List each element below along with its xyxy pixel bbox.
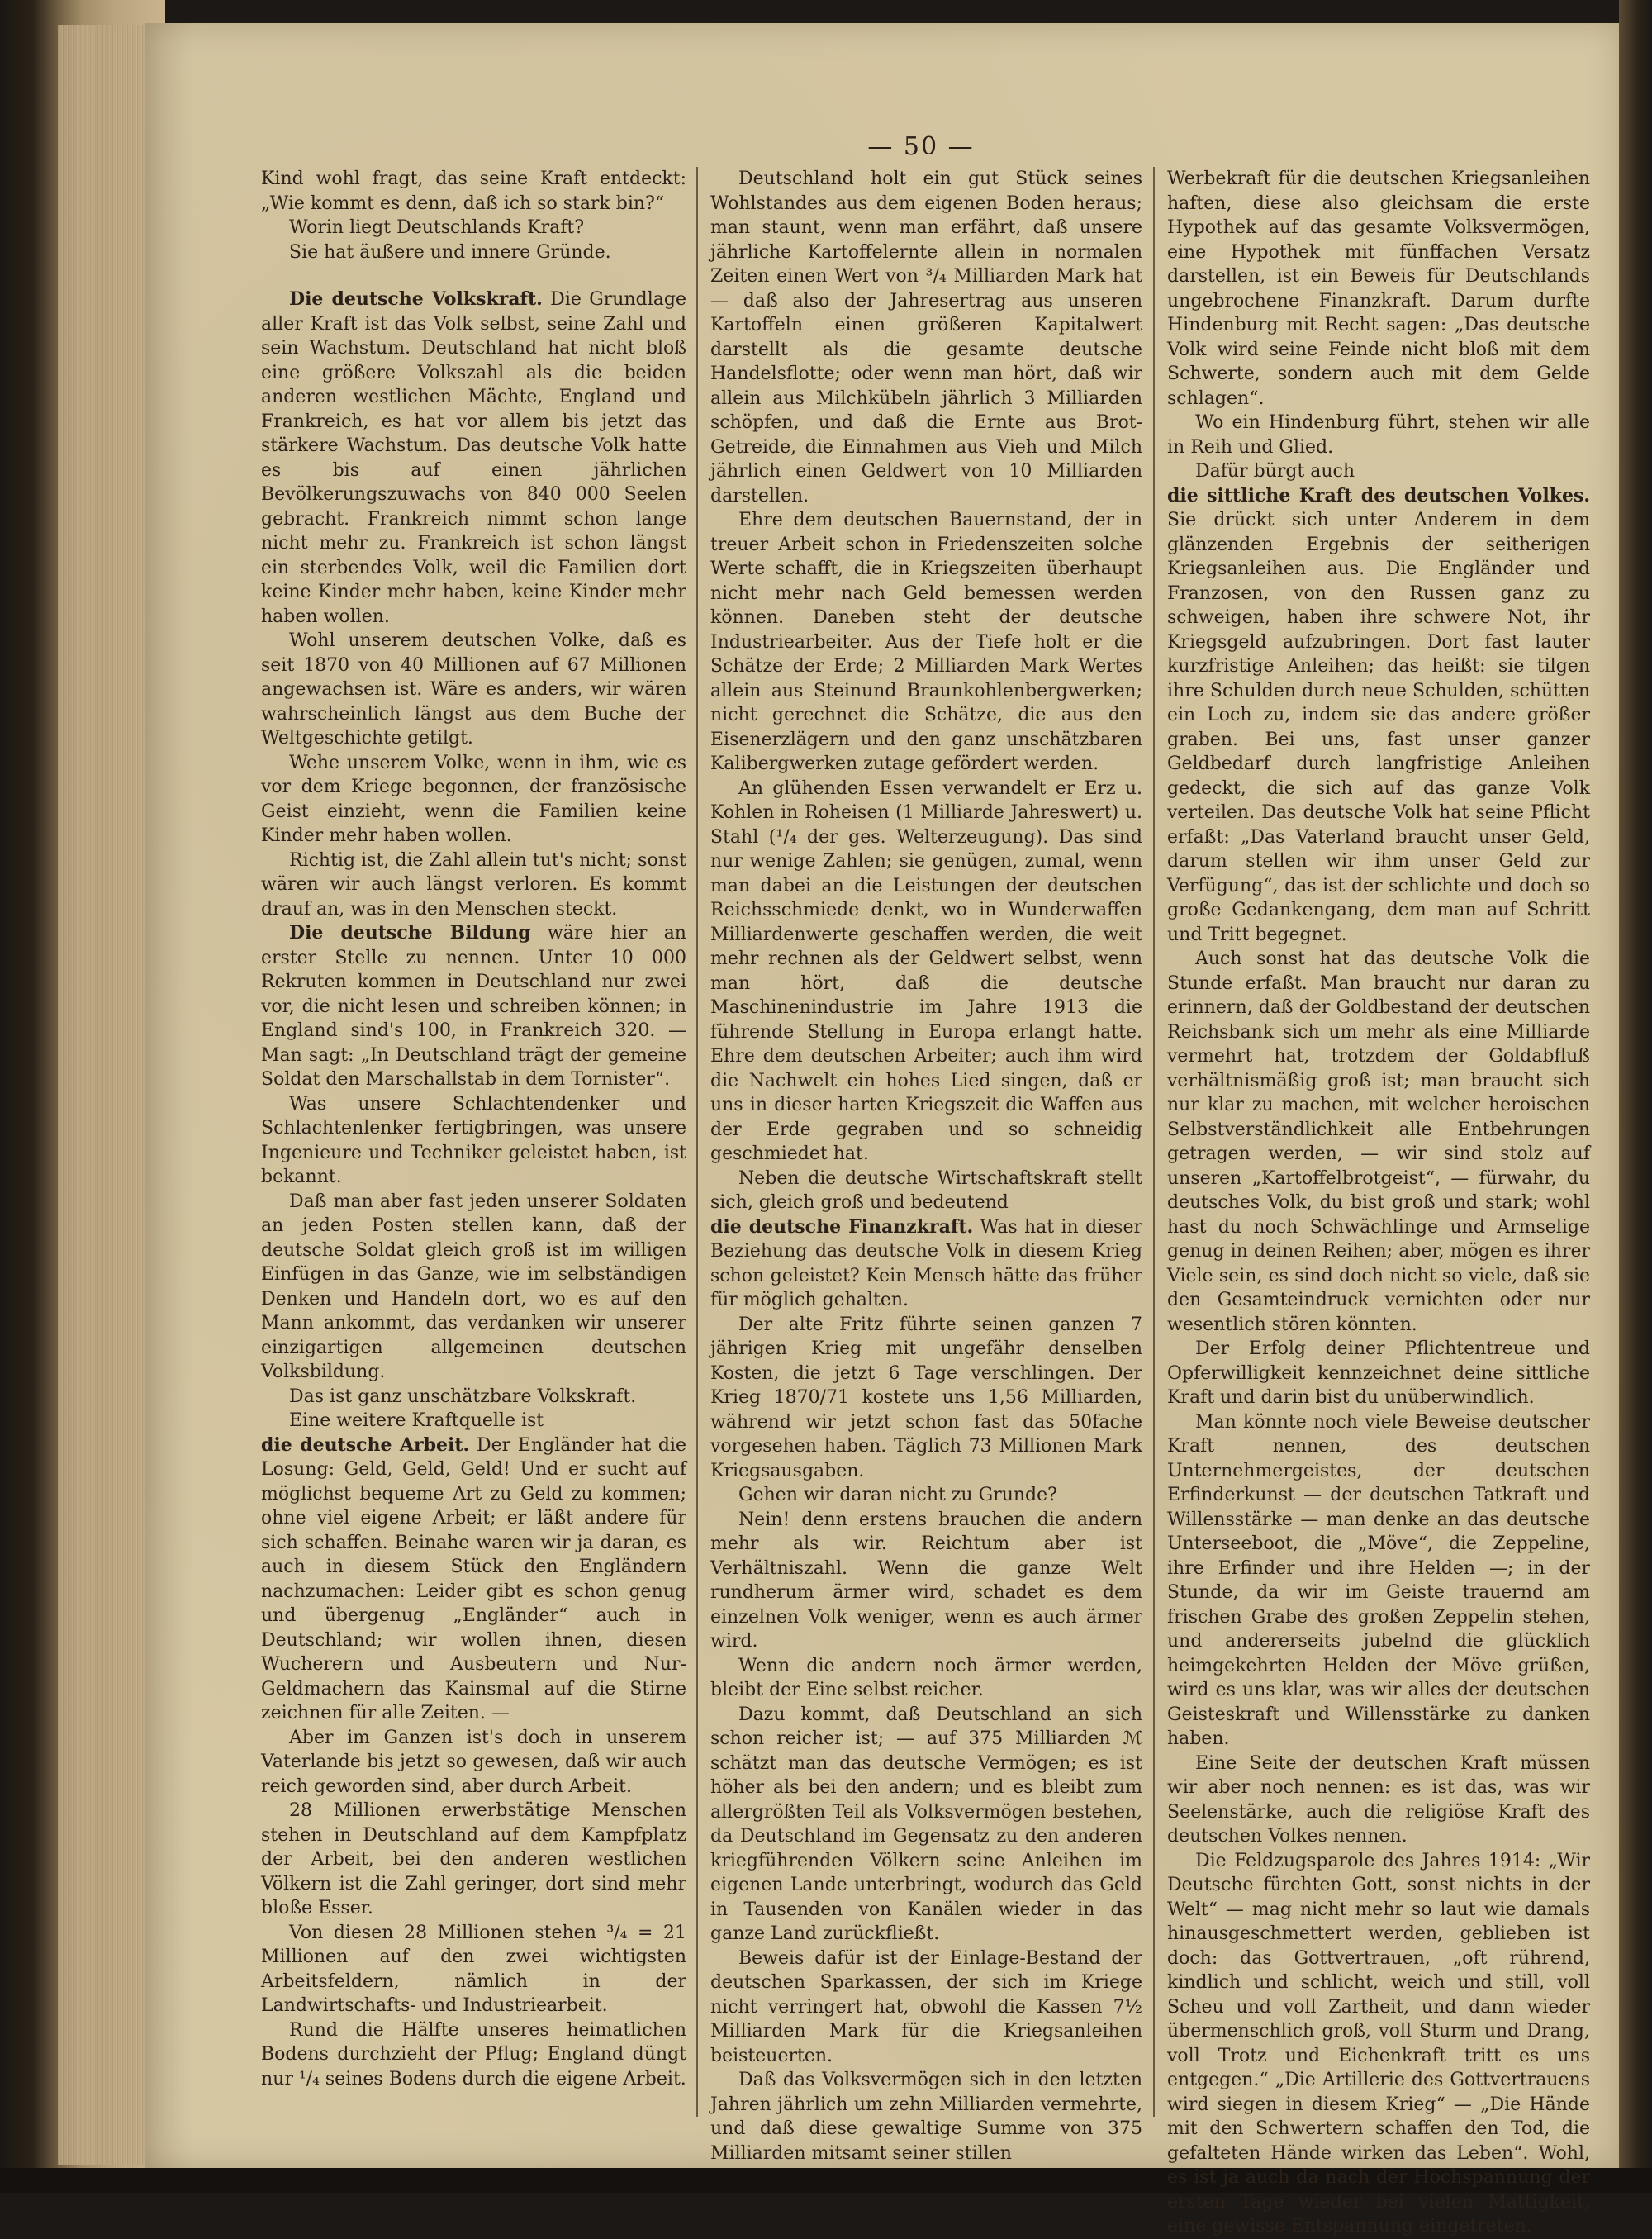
paragraph-text: Werbekraft für die deutschen Kriegsanleihen haften, diese also gleichsam die erste Hypothek auf das gesamte Volksvermögen, eine Hypothek mit fünffachen Versatz darstellen, ist ein Beweis für Deutschlands ungebrochene Finanzkraft. Darum durfte Hindenburg mit Recht sagen: „Das deutsche Volk wird seine Feinde nicht bloß mit dem Schwerte, sondern auch mit dem Gelde schlagen“.	[1167, 169, 1590, 409]
section-heading: die sittliche Kraft des deutschen Volkes.	[1167, 484, 1590, 506]
paragraph	[710, 167, 1142, 508]
paragraph	[710, 1215, 1142, 1313]
paragraph	[710, 1947, 1142, 2069]
paragraph-text: 28 Millionen erwerbstätige Menschen stehen in Deutschland auf dem Kampfplatz der Arbeit, bei den anderen westlichen Völkern ist die Zahl geringer, dort sind mehr bloße Esser.	[261, 1800, 686, 1918]
paragraph	[710, 1654, 1142, 1703]
paragraph	[261, 167, 686, 216]
paragraph	[1167, 1337, 1590, 1410]
paragraph	[261, 1409, 686, 1433]
paragraph-text: Wo ein Hindenburg führt, stehen wir alle in Reih und Glied.	[1167, 412, 1590, 458]
paragraph	[261, 1726, 686, 1799]
section-heading: Die deutsche Volkskraft.	[289, 288, 543, 310]
column-rule-1	[696, 167, 698, 2117]
paragraph	[1167, 484, 1590, 948]
paragraph-text: Gehen wir daran nicht zu Grunde?	[738, 1485, 1057, 1505]
book-page-edges	[0, 0, 165, 2193]
paragraph-text: Dafür bürgt auch	[1195, 461, 1355, 482]
paragraph	[261, 849, 686, 922]
section-heading: Die deutsche Bildung	[289, 922, 531, 944]
paragraph-text: Kind wohl fragt, das seine Kraft entdeckt: „Wie kommt es denn, daß ich so stark bin?“	[261, 169, 686, 214]
paragraph-text: Ehre dem deutschen Bauernstand, der in treuer Arbeit schon in Friedenszeiten solche Werte schafft, die in Kriegszeiten überhaupt nicht mehr nach Geld bemessen werden können. Daneben steht der deutsche Industriearbeiter. Aus der Tiefe holt er die Schätze der Erde; 2 Milliarden Mark Wertes allein aus Steinund Braunkohlenbergwerken; nicht gerechnet die Schätze, die aus den Eisenerzlägern und den ganz unschätzbaren Kalibergwerken zutage gefördert werden.	[710, 510, 1142, 774]
paragraph-text: Worin liegt Deutschlands Kraft?	[289, 217, 585, 238]
paragraph-text: Rund die Hälfte unseres heimatlichen Bodens durchzieht der Pflug; England düngt nur ¹/₄ seines Bodens durch die eigene Arbeit.	[261, 2019, 686, 2089]
paragraph-text: Eine Seite der deutschen Kraft müssen wir aber noch nennen: es ist das, was wir Seelenstärke, auch die religiöse Kraft des deutschen Volkes nennen.	[1167, 1752, 1590, 1847]
paragraph-text: Der alte Fritz führte seinen ganzen 7 jährigen Krieg mit ungefähr denselben Kosten, die jetzt 6 Tage verschlingen. Der Krieg 1870/71 kostete uns 1,56 Milliarden, während wir jetzt schon fast das 50fache vorgesehen haben. Täglich 73 Millionen Mark Kriegsausgaben.	[710, 1314, 1142, 1481]
paragraph	[710, 508, 1142, 777]
section-heading: die deutsche Finanzkraft.	[710, 1215, 974, 1238]
paragraph	[1167, 411, 1590, 459]
book-gutter	[1619, 0, 1652, 2193]
column-rule-2	[1153, 167, 1155, 2117]
paragraph-text: Richtig ist, die Zahl allein tut's nicht; sonst wären wir auch längst verloren. Es kommt drauf an, was in den Menschen steckt.	[261, 849, 686, 920]
paragraph-text: Beweis dafür ist der Einlage-Bestand der deutschen Sparkassen, der sich im Kriege nicht verringert hat, obwohl die Kassen 7½ Milliarden Mark für die Kriegsanleihen beisteuerten.	[710, 1947, 1142, 2066]
text-column-3	[1167, 167, 1590, 2237]
paragraph-text: Aber im Ganzen ist's doch in unserem Vaterlande bis jetzt so gewesen, daß wir auch reich geworden sind, aber durch Arbeit.	[261, 1727, 686, 1797]
paragraph	[1167, 1849, 1590, 2239]
paragraph	[710, 777, 1142, 1167]
paragraph-text: An glühenden Essen verwandelt er Erz u. Kohlen in Roheisen (1 Milliarde Jahreswert) u. Stahl (¹/₄ der ges. Welterzeugung). Das sind nur wenige Zahlen; sie genügen, zumal, wenn man dabei an die Leistungen der deutschen Reichsschmiede denkt, wo in Wunderwaffen Milliardenwerte geschaffen werden, die weit mehr rechnen als der Geldwert selbst, wenn man hört, daß die deutsche Maschinenindustrie im Jahre 1913 die führende Stellung in Europa erlangt hatte. Ehre dem deutschen Arbeiter; auch ihm wird die Nachwelt ein hohes Lied singen, daß er uns in dieser harten Kriegszeit die Waffen aus der Erde gegraben und so schneidig geschmiedet hat.	[710, 777, 1142, 1164]
paragraph-text: Was hat in dieser Beziehung das deutsche Volk in diesem Krieg schon geleistet? Kein Mensch hätte das früher für möglich gehalten.	[710, 1216, 1142, 1310]
paragraph-text: Sie hat äußere und innere Gründe.	[289, 241, 611, 263]
paragraph	[1167, 1410, 1590, 1752]
paragraph	[261, 629, 686, 751]
paragraph	[710, 1167, 1142, 1215]
paragraph-text: Man könnte noch viele Beweise deutscher Kraft nennen, des deutschen Unternehmergeistes, der deutschen Erfinderkunst — der deutschen Tatkraft und Willensstärke — man denke an das deutsche Unterseeboot, die „Möve“, die Zeppeline, ihre Erfinder und ihre Helden —; in der Stunde, da wir im Geiste trauernd am frischen Grabe des großen Zeppelin stehen, und andererseits jubelnd die glücklich heimgekehrten Helden der Möve grüßen, wird es uns klar, was wir alles der deutschen Geisteskraft und Willensstärke zu danken haben.	[1167, 1411, 1590, 1749]
paragraph	[261, 1799, 686, 1921]
paragraph-text: Sie drückt sich unter Anderem in dem glänzenden Ergebnis der seitherigen Kriegsanleihen aus. Die Engländer und Franzosen, von den Russen ganz zu schweigen, haben ihre schwere Not, ihr Kriegsgeld aufzubringen. Dort fast lauter kurzfristige Anleihen; das heißt: sie tilgen ihre Schulden durch neue Schulden, schütten ein Loch zu, indem sie das andere größer graben. Bei uns, fast unser ganzer Geldbedarf durch langfristige Anleihen gedeckt, die sich auf das ganze Volk verteilen. Das deutsche Volk hat seine Pflicht erfaßt: „Das Vaterland braucht unser Geld, darum stellen wir ihm unser Geld zur Verfügung“, das ist der schlichte und doch so große Gedankengang, dem man auf Schritt und Tritt begegnet.	[1167, 510, 1590, 945]
paragraph-text: Wohl unserem deutschen Volke, daß es seit 1870 von 40 Millionen auf 67 Millionen angewachsen ist. Wäre es anders, wir wären wahrscheinlich längst aus dem Buche der Weltgeschichte getilgt.	[261, 630, 686, 749]
paragraph	[1167, 459, 1590, 484]
paragraph-text: Die Grundlage aller Kraft ist das Volk selbst, seine Zahl und sein Wachstum. Deutschland hat nicht bloß eine größere Volkszahl als die beiden anderen westlichen Mächte, England und Frankreich, es hat vor allem bis jetzt das stärkere Wachstum. Das deutsche Volk hatte es bis auf einen jährlichen Bevölkerungszuwachs von 840 000 Seelen gebracht. Frankreich nimmt schon lange nicht mehr zu. Frankreich ist schon längst ein sterbendes Volk, weil die Familien dort keine Kinder mehr haben, keine Kinder mehr haben wollen.	[261, 289, 686, 627]
paragraph-text: Deutschland holt ein gut Stück seines Wohlstandes aus dem eigenen Boden heraus; man staunt, wenn man erfährt, daß unsere jährliche Kartoffelernte allein in normalen Zeiten einen Wert von ³/₄ Milliarden Mark hat — daß also der Jahresertrag aus unseren Kartoffeln einen größeren Kapitalwert darstellt als die gesamte deutsche Handelsflotte; oder wenn man hört, daß wir allein aus Milchkübeln jährlich 3 Milliarden schöpfen, und daß die Ernte aus Brot-Getreide, die Einnahmen aus Vieh und Milch jährlich einen Geldwert von 10 Milliarden darstellen.	[710, 169, 1142, 506]
paragraph-text: Der Erfolg deiner Pflichtentreue und Opferwilligkeit kennzeichnet deine sittliche Kraft und darin bist du unüberwindlich.	[1167, 1338, 1590, 1408]
paragraph-text: Wehe unserem Volke, wenn in ihm, wie es vor dem Kriege begonnen, der französische Geist einzieht, wenn die Familien keine Kinder mehr haben wollen.	[261, 752, 686, 846]
paragraph-text: Auch sonst hat das deutsche Volk die Stunde erfaßt. Man braucht nur daran zu erinnern, daß der Goldbestand der deutschen Reichsbank sich um mehr als eine Milliarde vermehrt hat, trotzdem der Goldabfluß verhältnismäßig groß ist; man braucht sich nur klar zu machen, mit welcher heroischen Selbstverständlichkeit alle Entbehrungen getragen werden, — wir sind stolz auf unseren „Kartoffelbrotgeist“, — fürwahr, du deutsches Volk, du bist groß und stark; wohl hast du noch Schwächlinge und Armselige genug in deinen Reihen; aber, mögen es ihrer Viele sein, es sind doch nicht so viele, daß sie den Gesamteindruck vernichten oder nur wesentlich stören könnten.	[1167, 948, 1590, 1335]
paragraph	[261, 1921, 686, 2018]
paragraph	[1167, 947, 1590, 1337]
paragraph	[261, 1092, 686, 1190]
paragraph-text: Was unsere Schlachtendenker und Schlachtenlenker fertigbringen, was unsere Ingenieure und Techniker geleistet haben, ist bekannt.	[261, 1093, 686, 1187]
text-column-2	[710, 167, 1142, 2164]
paragraph	[710, 1703, 1142, 1947]
paragraph	[710, 1508, 1142, 1654]
paragraph-text: wäre hier an erster Stelle zu nennen. Unter 10 000 Rekruten kommen in Deutschland nur zwei vor, die nicht lesen und schreiben können; in England sind's 100, in Frankreich 320. — Man sagt: „In Deutschland trägt der gemeine Soldat den Marschallstab in dem Tornister“.	[261, 923, 686, 1090]
paragraph-text: Neben die deutsche Wirtschaftskraft stellt sich, gleich groß und bedeutend	[710, 1167, 1142, 1213]
paragraph	[710, 2068, 1142, 2165]
paragraph-text: Daß das Volksvermögen sich in den letzten Jahren jährlich um zehn Milliarden vermehrte, und daß diese gewaltige Summe von 375 Milliarden mitsamt seiner stillen	[710, 2070, 1142, 2164]
page-number: — 50 —	[867, 132, 975, 161]
paragraph-text: Nein! denn erstens brauchen die andern mehr als wir. Reichtum aber ist Verhältniszahl. Wenn die ganze Welt rundherum ärmer wird, schadet es dem einzelnen Volk weniger, wenn es auch ärmer wird.	[710, 1509, 1142, 1652]
paragraph	[261, 921, 686, 1092]
paragraph-text: Dazu kommt, daß Deutschland an sich schon reicher ist; — auf 375 Milliarden ℳ schätzt man das deutsche Vermögen; es ist höher als bei den andern; und es bleibt zum allergrößten Teil als Volksvermögen bestehen, da Deutschland im Gegensatz zu den anderen kriegführenden Völkern seine Anleihen im eigenen Lande unterbringt, wodurch das Geld in Tausenden von Kanälen wieder in das ganze Land zurückfließt.	[710, 1704, 1142, 1944]
text-column-1	[261, 167, 686, 2125]
paragraph-text: Die Feldzugsparole des Jahres 1914: „Wir Deutsche fürchten Gott, sonst nichts in der Welt“ — mag nicht mehr so laut wie damals hinausgeschmettert werden, geblieben ist doch: das Gottvertrauen, „oft rührend, kindlich und schlicht, weich und still, voll Scheu und voll Zartheit, und dann wieder übermenschlich groß, voll Sturm und Drang, voll Trotz und Eichenkraft tritt es uns entgegen.“ „Die Artillerie des Gottvertrauens wird siegen in diesem Krieg“ — „Die Hände mit den Schwertern schaffen den Tod, die gefalteten Hände wirken das Leben“. Wohl, es ist ja auch da nach der Hochspannung der ersten Tage wieder bei vielen Mattigkeit, eine gewisse Entspannung eingetreten.	[1167, 1850, 1590, 2237]
paragraph	[1167, 167, 1590, 411]
paragraph-text: Das ist ganz unschätzbare Volkskraft.	[289, 1386, 637, 1407]
paragraph	[261, 1190, 686, 1385]
paragraph	[261, 288, 686, 629]
section-heading: die deutsche Arbeit.	[261, 1433, 470, 1456]
paragraph	[261, 216, 686, 240]
paragraph	[710, 1313, 1142, 1484]
paragraph	[261, 2018, 686, 2092]
paragraph	[261, 1433, 686, 1726]
paragraph-text: Daß man aber fast jeden unserer Soldaten an jeden Posten stellen kann, daß der deutsche Soldat gleich groß ist im willigen Einfügen in das Ganze, wie im selbständigen Denken und Handeln dort, wo es auf den Mann ankommt, das verdanken wir unserer einzigartigen allgemeinen deutschen Volksbildung.	[261, 1191, 686, 1382]
paragraph	[1167, 1752, 1590, 1849]
paragraph-text: Wenn die andern noch ärmer werden, bleibt der Eine selbst reicher.	[710, 1655, 1142, 1700]
paragraph-text: Der Engländer hat die Losung: Geld, Geld, Geld! Und er sucht auf möglichst bequeme Art zu Geld zu kommen; ohne viel eigene Arbeit; er läßt andere für sich schaffen. Beinahe waren wir ja daran, es auch in diesem Stück den Engländern nachzumachen: Leider gibt es schon genug und übergenug „Engländer“ auch in Deutschland; wir wollen ihnen, diesen Wucherern und Ausbeutern und Nur-Geldmachern das Kainsmal auf die Stirne zeichnen für alle Zeiten. —	[261, 1434, 686, 1723]
paragraph	[710, 1483, 1142, 1508]
paragraph	[261, 240, 686, 265]
paragraph	[261, 751, 686, 849]
paragraph	[261, 1385, 686, 1409]
paragraph-text: Von diesen 28 Millionen stehen ³/₄ = 21 Millionen auf den zwei wichtigsten Arbeitsfeldern, nämlich in der Landwirtschafts- und Industriearbeit.	[261, 1922, 686, 2016]
paragraph-text: Eine weitere Kraftquelle ist	[289, 1410, 544, 1431]
